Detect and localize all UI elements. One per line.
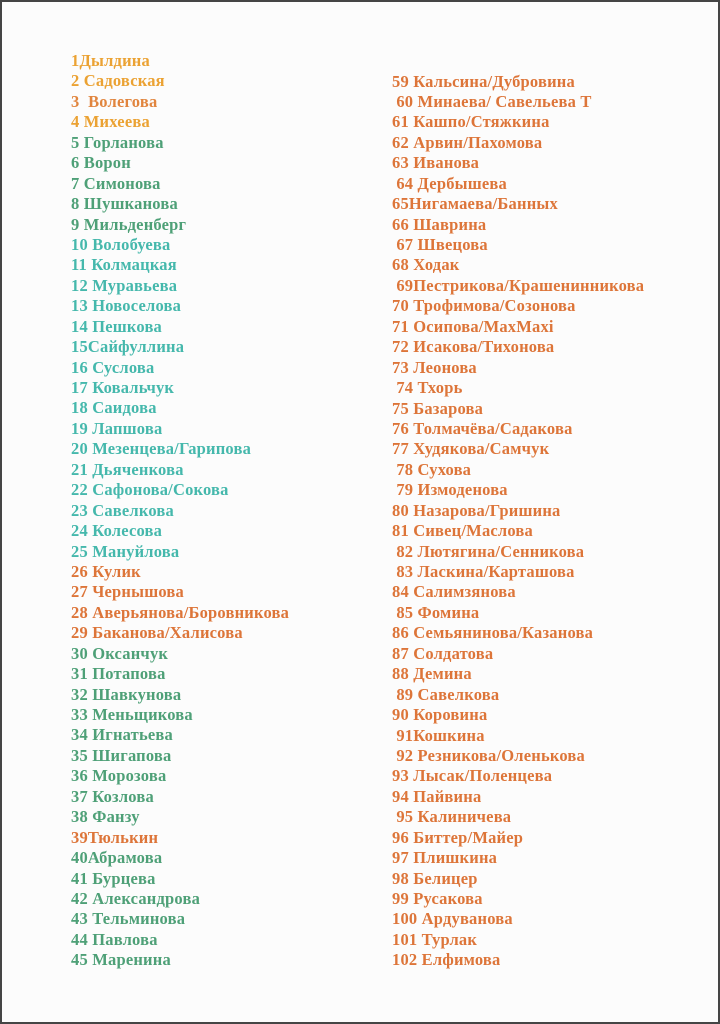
list-item: 24 Колесова <box>71 521 163 541</box>
list-item: 86 Семьянинова/Казанова <box>392 623 594 643</box>
list-item: 19 Лапшова <box>71 418 163 438</box>
list-item: 81 Сивец/Маслова <box>392 521 533 541</box>
list-item: 65Нигамаева/Банных <box>392 194 558 214</box>
list-item: 17 Ковальчук <box>71 378 175 397</box>
list-item: 36 Морозова <box>71 766 167 786</box>
list-item: 74 Тхорь <box>392 378 463 398</box>
left-column <box>71 51 289 971</box>
list-item: 14 Пешкова <box>71 316 163 336</box>
list-item: 89 Савелкова <box>392 684 500 704</box>
list-item: 13 Новоселова <box>71 296 182 316</box>
list-item: 64 Дербышева <box>392 173 507 193</box>
list-item: 73 Леонова <box>392 357 477 377</box>
list-item: 2 Садовская <box>71 71 165 91</box>
list-item: 68 Ходак <box>392 255 460 275</box>
list-item: 26 Кулик <box>71 561 141 581</box>
list-item: 42 Александрова <box>71 888 201 908</box>
list-item: 63 Иванова <box>392 153 480 173</box>
list-item: 25 Мануйлова <box>71 541 180 561</box>
list-item: 78 Сухова <box>392 459 472 479</box>
right-column <box>392 72 644 971</box>
list-item: 76 Толмачёва/Садакова <box>392 418 573 438</box>
list-item: 94 Пайвина <box>392 786 482 806</box>
list-item: 70 Трофимова/Созонова <box>392 296 576 316</box>
list-item: 43 Тельминова <box>71 909 186 929</box>
list-item: 100 Ардуванова <box>392 909 513 929</box>
list-item: 37 Козлова <box>71 786 154 806</box>
list-item: 6 Ворон <box>71 153 131 173</box>
list-item: 67 Швецова <box>392 235 488 254</box>
list-item: 85 Фомина <box>392 602 480 622</box>
list-item: 66 Шаврина <box>392 214 487 234</box>
list-item: 72 Исакова/Тихонова <box>392 337 555 357</box>
list-item: 101 Турлак <box>392 929 478 949</box>
list-item: 45 Маренина <box>71 950 171 970</box>
list-item: 35 Шигапова <box>71 745 172 765</box>
list-item: 11 Колмацкая <box>71 255 177 275</box>
list-item: 5 Горланова <box>71 132 164 152</box>
list-item: 44 Павлова <box>71 929 158 949</box>
list-item: 4 Михеева <box>71 112 150 132</box>
list-item: 80 Назарова/Гришина <box>392 500 561 520</box>
list-item: 79 Измоденова <box>392 480 508 500</box>
list-item: 59 Кальсина/Дубровина <box>392 71 575 91</box>
list-item: 8 Шушканова <box>71 194 178 214</box>
list-item: 20 Мезенцева/Гарипова <box>71 439 252 459</box>
list-item: 60 Минаева/ Савельева Т <box>392 91 592 111</box>
list-item: 75 Базарова <box>392 398 484 418</box>
list-item: 93 Лысак/Поленцева <box>392 766 553 786</box>
list-item: 91Кошкина <box>392 725 485 745</box>
list-item: 95 Калиничева <box>392 807 512 827</box>
list-item: 40Абрамова <box>71 848 163 868</box>
list-item: 71 Осипова/MaxMaxi <box>392 316 554 336</box>
list-item: 33 Меньщикова <box>71 705 193 724</box>
list-item: 29 Баканова/Халисова <box>71 623 243 643</box>
list-item: 92 Резникова/Оленькова <box>392 745 585 765</box>
list-item: 98 Белицер <box>392 868 478 888</box>
list-item: 28 Аверьянова/Боровникова <box>71 602 290 622</box>
list-item: 102 Елфимова <box>392 950 501 970</box>
list-item: 22 Сафонова/Сокова <box>71 480 229 500</box>
list-item: 16 Суслова <box>71 357 155 377</box>
list-item: 23 Савелкова <box>71 500 174 520</box>
list-item: 9 Мильденберг <box>71 214 187 234</box>
list-item: 21 Дьяченкова <box>71 459 184 479</box>
list-item: 3 Волегова <box>71 91 158 111</box>
list-item: 97 Плишкина <box>392 848 498 868</box>
list-item: 84 Салимзянова <box>392 582 516 602</box>
list-item: 1Дылдина <box>71 51 150 70</box>
list-item: 62 Арвин/Пахомова <box>392 132 543 152</box>
list-item: 96 Биттер/Майер <box>392 827 524 847</box>
list-item: 27 Чернышова <box>71 582 184 602</box>
list-item: 34 Игнатьева <box>71 725 173 745</box>
list-item: 69Пестрикова/Крашенинникова <box>392 275 645 295</box>
list-item: 32 Шавкунова <box>71 684 182 704</box>
list-item: 15Сайфуллина <box>71 337 185 357</box>
list-item: 61 Кашпо/Стяжкина <box>392 112 550 132</box>
list-item: 18 Саидова <box>71 398 157 418</box>
list-item: 30 Оксанчук <box>71 643 169 663</box>
list-item: 99 Русакова <box>392 889 483 908</box>
list-item: 10 Волобуева <box>71 234 171 254</box>
list-item: 87 Солдатова <box>392 643 494 663</box>
list-item: 7 Симонова <box>71 173 161 193</box>
list-item: 31 Потапова <box>71 664 166 684</box>
list-item: 41 Бурцева <box>71 868 156 888</box>
list-item: 12 Муравьева <box>71 275 178 295</box>
list-item: 83 Ласкина/Карташова <box>392 562 575 581</box>
list-item: 38 Фанзу <box>71 807 140 827</box>
list-item: 77 Худякова/Самчук <box>392 439 550 459</box>
list-item: 88 Демина <box>392 664 472 684</box>
list-item: 90 Коровина <box>392 705 488 725</box>
list-item: 39Тюлькин <box>71 827 159 847</box>
list-item: 82 Лютягина/Сенникова <box>392 541 585 561</box>
